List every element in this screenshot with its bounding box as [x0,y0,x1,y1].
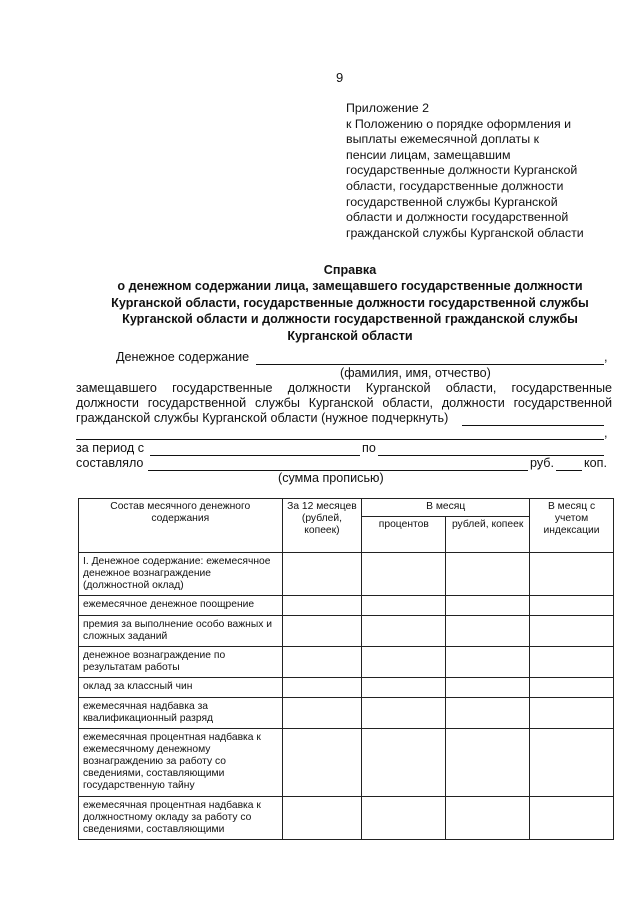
table-row [79,729,614,797]
cell-percent[interactable] [362,647,446,678]
cell-percent[interactable] [362,698,446,729]
position-line: гражданской службы Курганской области (нужное подчеркнуть) [76,411,449,425]
trailing-comma: , [604,426,608,440]
header-indexed: В месяц с учетом индексации [530,499,614,553]
table-row [79,678,614,698]
row-label: ежемесячная надбавка за квалификационный разряд [79,698,283,729]
salary-table [78,498,614,840]
cell-percent[interactable] [362,553,446,596]
header-composition: Состав месячного денежного содержания [79,499,283,553]
cell-percent[interactable] [362,797,446,840]
table-row [79,698,614,729]
header-twelve-months: За 12 месяцев (рублей, копеек) [282,499,362,553]
cell-indexed[interactable] [530,616,614,647]
cell-twelve-months[interactable] [282,678,362,698]
appendix-line: выплаты ежемесячной доплаты к [346,132,539,147]
cell-percent[interactable] [362,616,446,647]
cell-indexed[interactable] [530,553,614,596]
cell-indexed[interactable] [530,596,614,616]
cell-percent[interactable] [362,729,446,797]
appendix-line: государственной службы Курганской [346,194,558,209]
header-per-month: В месяц [362,499,530,517]
document-title [70,262,630,344]
cell-indexed[interactable] [530,729,614,797]
period-to-field[interactable] [378,455,604,456]
appendix-line: гражданской службы Курганской области [346,225,584,240]
table-row [79,797,614,840]
cell-rubles[interactable] [446,698,530,729]
cell-percent[interactable] [362,678,446,698]
appendix-line: к Положению о порядке оформления и [346,116,572,131]
cell-twelve-months[interactable] [282,698,362,729]
position-field-line[interactable] [462,425,604,426]
position-extra-line[interactable] [76,439,604,440]
cell-indexed[interactable] [530,698,614,729]
cell-twelve-months[interactable] [282,596,362,616]
header-percent: процентов [362,517,446,553]
amount-label: составляло [76,456,144,470]
table-row [79,647,614,678]
appendix-line: Приложение 2 [346,101,430,115]
cell-rubles[interactable] [446,797,530,840]
name-hint: (фамилия, имя, отчество) [340,366,491,380]
row-label: I. Денежное содержание: ежемесячное денежное вознаграждение (должностной оклад) [79,553,283,596]
kop-field[interactable] [556,470,582,471]
title-line: о денежном содержании лица, замещавшего государственные должности [117,279,583,294]
cell-twelve-months[interactable] [282,797,362,840]
table-row [79,616,614,647]
amount-hint: (сумма прописью) [278,471,384,485]
period-from-label: за период с [76,441,145,455]
appendix-note [346,101,636,241]
table-row [79,596,614,616]
cell-rubles[interactable] [446,553,530,596]
row-label: ежемесячная процентная надбавка к ежемесячному денежному вознаграждению за работу со сведениями, составляющими государственную тайну [79,729,283,797]
name-field-line[interactable] [256,364,604,365]
cell-twelve-months[interactable] [282,616,362,647]
position-line: замещавшего государственные должности Курганской области, государственные [76,381,612,395]
appendix-line: пенсии лицам, замещавшим [346,147,511,162]
cell-rubles[interactable] [446,678,530,698]
row-label: денежное вознаграждение по результатам работы [79,647,283,678]
header-rubles: рублей, копеек [446,517,530,553]
cell-rubles[interactable] [446,729,530,797]
salary-label: Денежное содержание [116,350,250,364]
row-label: ежемесячное денежное поощрение [79,596,283,616]
row-label: оклад за классный чин [79,678,283,698]
row-label: ежемесячная процентная надбавка к должностному окладу за работу со сведениями, составляющими [79,797,283,840]
page-number: 9 [336,70,344,85]
position-line: должности государственной службы Курганской области, должности государственной [76,396,612,410]
appendix-line: области и должности государственной [346,210,569,225]
cell-rubles[interactable] [446,616,530,647]
name-comma: , [604,350,608,364]
appendix-line: области, государственные должности [346,178,564,193]
kop-label: коп. [584,456,607,470]
period-to-label: по [362,441,376,455]
cell-rubles[interactable] [446,647,530,678]
title-line: Курганской области, государственные должности государственной службы [111,295,589,310]
rub-label: руб. [530,456,555,470]
title-heading: Справка [323,263,377,277]
cell-indexed[interactable] [530,647,614,678]
appendix-line: государственные должности Курганской [346,163,578,178]
cell-twelve-months[interactable] [282,553,362,596]
cell-twelve-months[interactable] [282,647,362,678]
cell-indexed[interactable] [530,678,614,698]
cell-percent[interactable] [362,596,446,616]
row-label: премия за выполнение особо важных и сложных заданий [79,616,283,647]
title-line: Курганской области и должности государственной гражданской службы [122,312,578,327]
cell-indexed[interactable] [530,797,614,840]
period-from-field[interactable] [150,455,360,456]
title-line: Курганской области [287,328,413,343]
table-row [79,553,614,596]
cell-rubles[interactable] [446,596,530,616]
cell-twelve-months[interactable] [282,729,362,797]
